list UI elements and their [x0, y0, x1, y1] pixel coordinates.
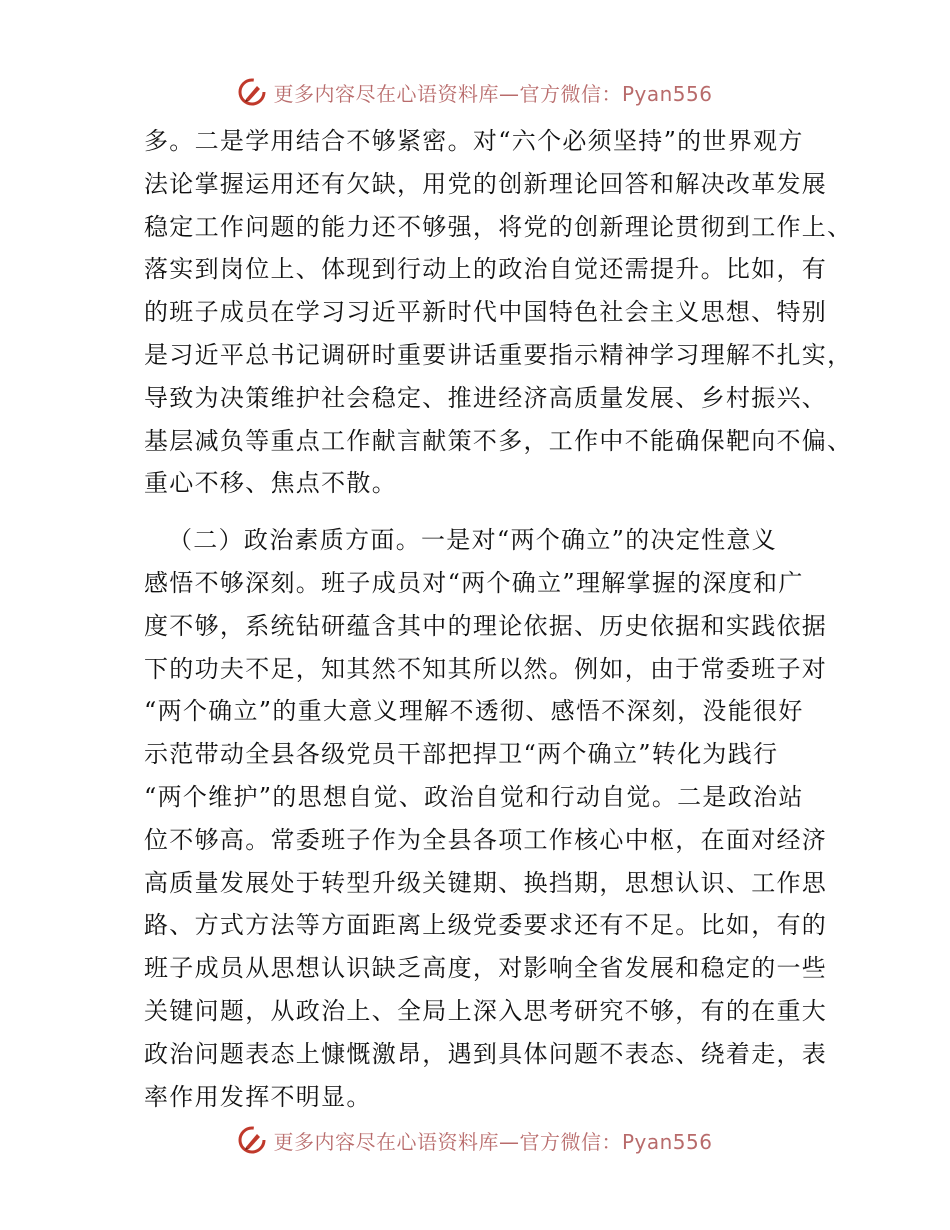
text-line: 的班子成员在学习习近平新时代中国特色社会主义思想、特别	[144, 298, 828, 327]
text-line: 基层减负等重点工作献言献策不多，工作中不能确保靶向不偏、	[144, 426, 853, 455]
text-line: 法论掌握运用还有欠缺，用党的创新理论回答和解决改革发展	[144, 169, 828, 198]
text-line: “两个确立”的重大意义理解不透彻、感悟不深刻，没能很好	[144, 697, 804, 726]
text-line: 下的功夫不足，知其然不知其所以然。例如，由于常委班子对	[144, 654, 828, 683]
text-line: 重心不移、焦点不散。	[144, 469, 397, 498]
text-line: 是习近平总书记调研时重要讲话重要指示精神学习理解不扎实，	[144, 340, 853, 369]
paragraph-gap	[144, 505, 824, 519]
text-line: 多。二是学用结合不够紧密。对“六个必须坚持”的世界观方	[144, 127, 804, 155]
text-line: 度不够，系统钻研蕴含其中的理论依据、历史依据和实践依据	[144, 611, 828, 640]
text-line: 班子成员从思想认识缺乏高度，对影响全省发展和稳定的一些	[144, 954, 828, 983]
text-line: 落实到岗位上、体现到行动上的政治自觉还需提升。比如，有	[144, 255, 828, 284]
pen-circle-logo-icon	[237, 1125, 267, 1155]
text-line: （二）政治素质方面。一是对“两个确立”的决定性意义	[168, 526, 778, 555]
text-line: 位不够高。常委班子作为全县各项工作核心中枢，在面对经济	[144, 825, 828, 854]
pen-circle-logo-icon	[237, 77, 267, 107]
text-line: 感悟不够深刻。班子成员对“两个确立”理解掌握的深度和广	[144, 568, 804, 597]
text-line: 示范带动全县各级党员干部把捍卫“两个确立”转化为践行	[144, 740, 779, 769]
footer-watermark-banner	[0, 1120, 950, 1160]
text-line: 稳定工作问题的能力还不够强，将党的创新理论贯彻到工作上、	[144, 212, 853, 241]
header-watermark-banner	[0, 72, 950, 112]
paragraph-2	[144, 519, 828, 1118]
header-banner-text: 更多内容尽在心语资料库—官方微信：Pyan556	[273, 81, 713, 106]
text-line: 率作用发挥不明显。	[144, 1082, 372, 1111]
text-line: 导致为决策维护社会稳定、推进经济高质量发展、乡村振兴、	[144, 383, 828, 412]
text-line: 高质量发展处于转型升级关键期、换挡期，思想认识、工作思	[144, 868, 828, 897]
text-line: 关键问题，从政治上、全局上深入思考研究不够，有的在重大	[144, 996, 828, 1025]
document-body	[144, 120, 853, 1118]
paragraph-1	[144, 120, 853, 505]
text-line: 政治问题表态上慷慨激昂，遇到具体问题不表态、绕着走，表	[144, 1039, 828, 1068]
text-line: “两个维护”的思想自觉、政治自觉和行动自觉。二是政治站	[144, 782, 804, 811]
text-line: 路、方式方法等方面距离上级党委要求还有不足。比如，有的	[144, 911, 828, 940]
footer-banner-text: 更多内容尽在心语资料库—官方微信：Pyan556	[273, 1129, 713, 1154]
